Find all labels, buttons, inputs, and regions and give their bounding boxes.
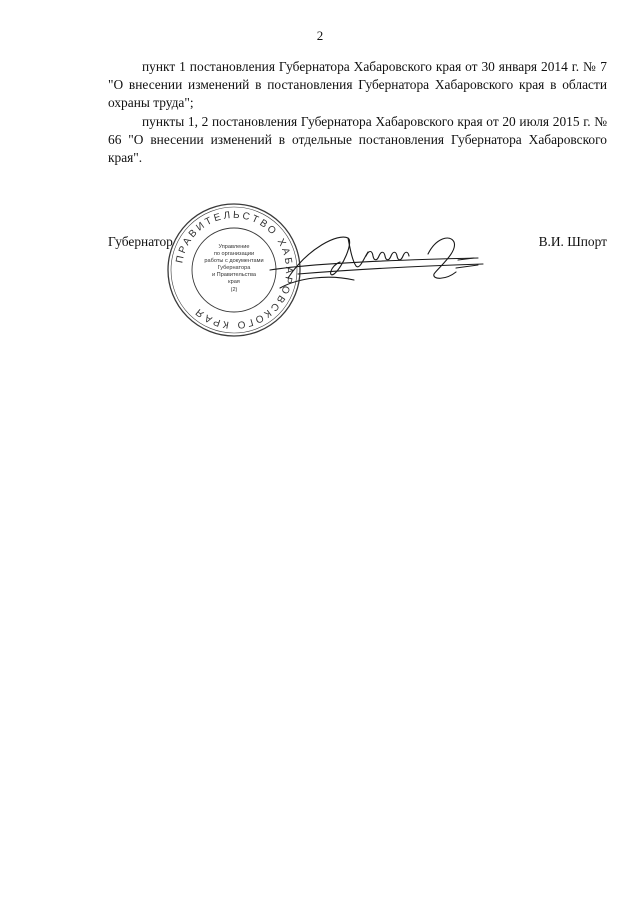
- svg-text:работы с документами: работы с документами: [204, 258, 264, 264]
- svg-text:Управление: Управление: [218, 244, 250, 250]
- signatory-name: В.И. Шпорт: [538, 234, 607, 249]
- seal-ring-text: ПРАВИТЕЛЬСТВО ХАБАРОВСКОГО КРАЯ: [174, 209, 295, 331]
- svg-text:Губернатора: Губернатора: [217, 265, 251, 271]
- page-number: 2: [316, 28, 324, 43]
- seal-center-text: [204, 244, 263, 293]
- paragraph-1: пункт 1 постановления Губернатора Хабаровского края от 30 января 2014 г. № 7 "О внесении изменений в постановления Губернатора Хабаровского края в области охраны труда";: [108, 59, 607, 111]
- document-body: [108, 58, 607, 167]
- signatory-title: Губернатор: [108, 234, 173, 249]
- svg-text:по организации: по организации: [213, 251, 255, 257]
- svg-text:и Правительства: и Правительства: [212, 272, 256, 278]
- paragraph-2: пункты 1, 2 постановления Губернатора Хабаровского края от 20 июля 2015 г. № 66 "О внесении изменений в отдельные постановления Губернатора Хабаровского края".: [108, 113, 607, 166]
- handwritten-signature: [268, 208, 494, 298]
- svg-text:края: края: [228, 279, 240, 285]
- svg-text:(2): (2): [230, 287, 238, 293]
